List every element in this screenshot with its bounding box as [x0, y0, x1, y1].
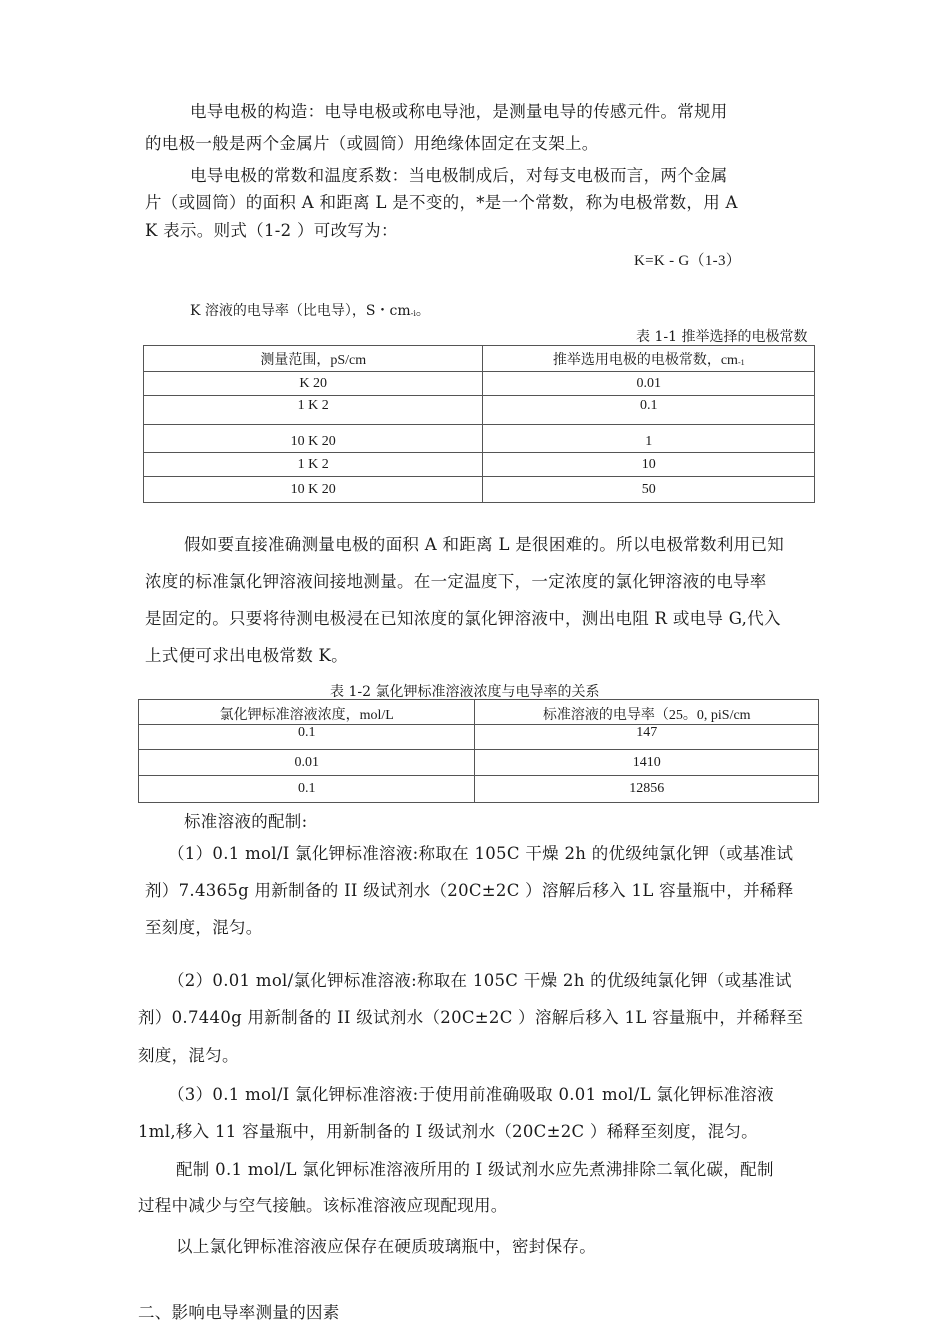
table-row — [139, 725, 819, 750]
table1-caption: 表 1-1 推举选择的电极常数 — [636, 329, 808, 345]
table-row — [144, 372, 815, 396]
p3-line2: 浓度的标准氯化钾溶液间接地测量。在一定温度下，一定浓度的氯化钾溶液的电导率 — [145, 572, 767, 591]
k-definition-end: 。 — [415, 303, 430, 319]
table2-cell: 147 — [475, 725, 819, 750]
section-heading: 二、影响电导率测量的因素 — [138, 1303, 340, 1322]
table1-header-exponent: -1 — [737, 357, 745, 367]
k-definition-text: K 溶液的电导率（比电导），S・cm — [190, 303, 411, 319]
table2-cell: 12856 — [475, 776, 819, 803]
table1-cell: 1 — [483, 425, 815, 453]
table1-cell: 10 K 20 — [144, 425, 483, 453]
prep2-line1: （2）0.01 mol/氯化钾标准溶液:称取在 105C 干燥 2h 的优级纯氯化钾（或基准试 — [168, 971, 792, 990]
p1-line1: 电导电极的构造：电导电极或称电导池，是测量电导的传感元件。常规用 — [190, 102, 728, 121]
prep1-line3: 至刻度，混匀。 — [145, 918, 263, 937]
table2 — [138, 699, 819, 803]
p4-line1: 配制 0.1 mol/L 氯化钾标准溶液所用的 I 级试剂水应先煮沸排除二氧化碳，配制 — [176, 1160, 774, 1179]
table1-cell: 10 K 20 — [144, 477, 483, 503]
prep3-line1: （3）0.1 mol/I 氯化钾标准溶液:于使用前准确吸取 0.01 mol/L 氯化钾标准溶液 — [168, 1085, 774, 1104]
table1-header-cell: 测量范围，pS/cm — [144, 346, 483, 372]
prep1-line1: （1）0.1 mol/I 氯化钾标准溶液:称取在 105C 干燥 2h 的优级纯氯化钾（或基准试 — [168, 844, 794, 863]
prep2-line2: 剂）0.7440g 用新制备的 II 级试剂水（20C±2C ）溶解后移入 1L 容量瓶中，并稀释至 — [138, 1008, 804, 1027]
prep-heading: 标准溶液的配制: — [184, 812, 308, 831]
table1-header-cell — [483, 346, 815, 372]
p3-line4: 上式便可求出电极常数 K。 — [145, 646, 348, 665]
table-row — [144, 477, 815, 503]
table1-cell: K 20 — [144, 372, 483, 396]
formula-1-3: K=K - G（1-3） — [634, 253, 742, 269]
table1-cell: 1 K 2 — [144, 396, 483, 425]
k-definition — [190, 300, 430, 320]
p4-line2: 过程中减少与空气接触。该标准溶液应现配现用。 — [138, 1196, 508, 1215]
prep2-line3: 刻度，混匀。 — [138, 1046, 239, 1065]
table2-cell: 1410 — [475, 750, 819, 776]
table1-cell: 0.1 — [483, 396, 815, 425]
table1-cell: 10 — [483, 453, 815, 477]
table2-cell: 0.01 — [139, 750, 475, 776]
table1-header-row — [144, 346, 815, 372]
table1 — [143, 345, 815, 503]
table2-header-row — [139, 700, 819, 725]
p1-line2: 的电极一般是两个金属片（或圆筒）用绝缘体固定在支架上。 — [145, 134, 599, 153]
p2-line2: 片（或圆筒）的面积 A 和距离 L 是不变的，*是一个常数，称为电极常数，用 A — [145, 193, 738, 212]
table-row — [144, 453, 815, 477]
prep3-line2: 1ml,移入 11 容量瓶中，用新制备的 I 级试剂水（20C±2C ）稀释至刻度，混匀。 — [138, 1122, 758, 1141]
table2-cell: 0.1 — [139, 725, 475, 750]
p2-line1: 电导电极的常数和温度系数：当电极制成后，对每支电极而言，两个金属 — [190, 166, 728, 185]
p3-line1: 假如要直接准确测量电极的面积 A 和距离 L 是很困难的。所以电极常数利用已知 — [184, 535, 785, 554]
table2-cell: 0.1 — [139, 776, 475, 803]
table-row — [139, 750, 819, 776]
table-row — [139, 776, 819, 803]
table-row — [144, 396, 815, 425]
prep1-line2: 剂）7.4365g 用新制备的 II 级试剂水（20C±2C ）溶解后移入 1L 容量瓶中，并稀释 — [145, 881, 794, 900]
table1-cell: 1 K 2 — [144, 453, 483, 477]
table-row — [144, 425, 815, 453]
p5-line1: 以上氯化钾标准溶液应保存在硬质玻璃瓶中，密封保存。 — [176, 1237, 596, 1256]
k-definition-exponent: -i — [410, 309, 416, 318]
table1-header-text: 推举选用电极的电极常数，cm — [552, 352, 738, 368]
table1-cell: 0.01 — [483, 372, 815, 396]
table2-header-cell: 标准溶液的电导率（25。0, piS/cm — [475, 700, 819, 725]
p2-line3: K 表示。则式（1-2 ）可改写为： — [145, 221, 398, 240]
p3-line3: 是固定的。只要将待测电极浸在已知浓度的氯化钾溶液中，测出电阻 R 或电导 G,代入 — [145, 609, 781, 628]
table1-cell: 50 — [483, 477, 815, 503]
table2-caption: 表 1-2 氯化钾标准溶液浓度与电导率的关系 — [330, 684, 600, 700]
table2-header-cell: 氯化钾标准溶液浓度，mol/L — [139, 700, 475, 725]
